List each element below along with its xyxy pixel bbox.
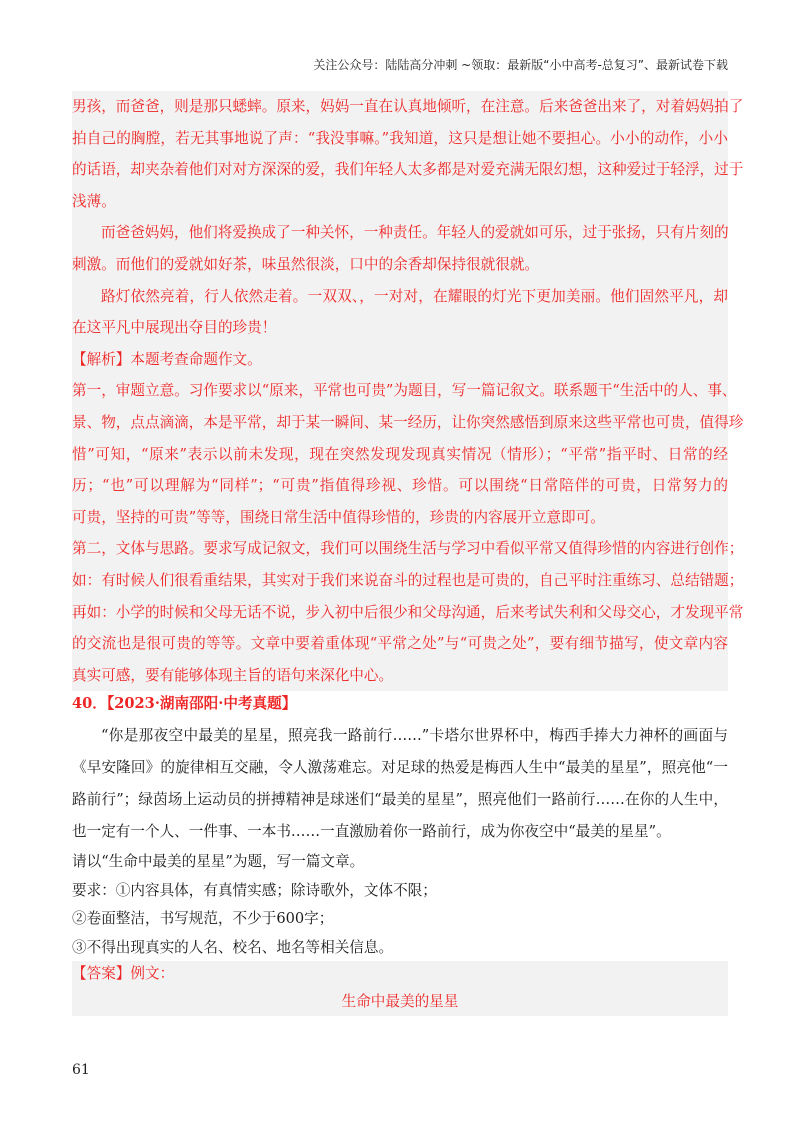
prompt-line: 《早安隆回》的旋律相互交融，令人激荡难忘。对足球的热爱是梅西人生中“最美的星星”，照亮他“一 — [72, 759, 728, 776]
text-line: 可贵，坚持的可贵”等等，围绕日常生活中值得珍惜的，珍贵的内容展开立意即可。 — [72, 508, 605, 526]
text-line: 第二，文体与思路。要求写成记叙文，我们可以围绕生活与学习中看似平常又值得珍惜的内容进行创作； — [72, 540, 744, 558]
page-header: 关注公众号：陆陆高分冲刺 ~领取：最新版“小中高考-总复习”、最新试卷下载 — [313, 58, 728, 72]
question-40 — [72, 688, 728, 962]
text-line: 再如：小学的时候和父母无话不说，步入初中后很少和父母沟通，后来考试失利和父母交心，才发现平常 — [72, 603, 744, 621]
requirement-line: 要求：①内容具体，有真情实感；除诗歌外，文体不限； — [72, 881, 437, 899]
prompt-line: “你是那夜空中最美的星星，照亮我一路前行……”卡塔尔世界杯中，梅西手捧大力神杯的画面与 — [101, 727, 728, 744]
text-line: 历；“也”可以理解为“同样”；“可贵”指值得珍视、珍惜。可以围绕“日常陪伴的可贵，日常努力的 — [72, 477, 728, 495]
text-line: 的话语，却夹杂着他们对对方深深的爱，我们年轻人太多都是对爱充满无限幻想，这种爱过于轻浮，过于 — [72, 161, 744, 179]
text-line: 景、物，点点滴滴，本是平常，却于某一瞬间、某一经历，让你突然感悟到原来这些平常也可贵，值得珍 — [72, 413, 744, 431]
text-line: 浅薄。 — [72, 192, 116, 210]
text-line: 刺激。而他们的爱就如好茶，味虽然很淡，口中的余香却保持很就很就。 — [72, 255, 540, 273]
essay-title: 生命中最美的星星 — [341, 993, 459, 1010]
text-line: 如：有时候人们很看重结果，其实对于我们来说奋斗的过程也是可贵的，自己平时注重练习、总结错题； — [72, 571, 744, 589]
text-line: 路灯依然亮着，行人依然走着。一双双、，一对对，在耀眼的灯光下更加美丽。他们固然平凡，却 — [101, 287, 728, 305]
requirement-line: ②卷面整洁，书写规范，不少于600字； — [72, 910, 334, 927]
text-line: 拍自己的胸膛，若无其事地说了声：“我没事嘛。”我知道，这只是想让她不要担心。小小的动作，小小 — [72, 129, 728, 147]
task-line: 请以“生命中最美的星星”为题，写一篇文章。 — [72, 853, 365, 870]
text-line: 真实可感，要有能够体现主旨的语句来深化中心。 — [72, 666, 394, 684]
text-line: 男孩，而爸爸，则是那只蟋蟀。原来，妈妈一直在认真地倾听，在注意。后来爸爸出来了，对着妈妈拍了 — [72, 98, 744, 115]
text-line: 的交流也是很可贵的等等。文章中要着重体现“平常之处”与“可贵之处”，要有细节描写，使文章内容 — [72, 635, 728, 653]
text-line: 第一，审题立意。习作要求以“原来，平常也可贵”为题目，写一篇记叙文。联系题干“生活中的人、事、 — [72, 382, 737, 400]
requirement-line: ③不得出现真实的人名、校名、地名等相关信息。 — [72, 938, 394, 956]
text-line: 在这平凡中展现出夺目的珍贵！ — [72, 319, 277, 337]
essay-answer-block — [72, 91, 744, 691]
prompt-line: 也一定有一个人、一件事、一本书……一直激励着你一路前行，成为你夜空中“最美的星星”。 — [72, 823, 671, 840]
question-title: 40．【2023·湖南邵阳·中考真题】 — [72, 695, 297, 712]
text-line: 而爸爸妈妈，他们将爱换成了一种关怀，一种责任。年轻人的爱就如可乐，过于张扬，只有片刻的 — [101, 224, 729, 242]
page-number: 61 — [72, 1062, 90, 1078]
text-line: 惜”可知，“原来”表示以前未发现，现在突然发现发现真实情况（情形）；“平常”指平时、日常的经 — [72, 445, 728, 463]
answer-block — [72, 961, 728, 1016]
answer-label: 【答案】例文： — [72, 965, 175, 982]
prompt-line: 路前行”；绿茵场上运动员的拼搏精神是球迷们“最美的星星”，照亮他们一路前行……在你的人生中， — [72, 791, 728, 808]
analysis-heading: 【解析】本题考查命题作文。 — [72, 350, 262, 368]
